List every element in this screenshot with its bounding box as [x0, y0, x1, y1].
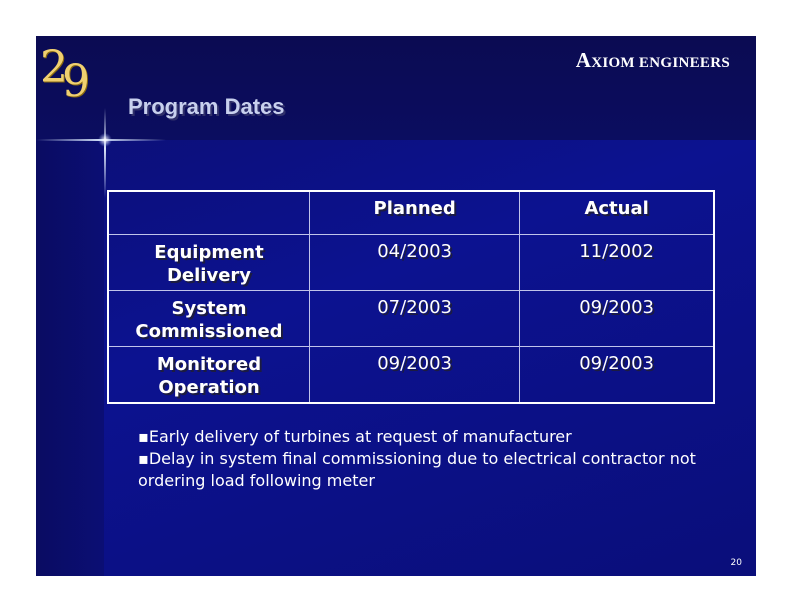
table-row	[108, 347, 714, 404]
table-row	[108, 291, 714, 347]
note-item	[138, 448, 708, 492]
note-item	[138, 426, 708, 448]
table-header-row	[108, 191, 714, 235]
notes-list	[138, 426, 708, 492]
row-label: Monitored Operation	[108, 347, 310, 404]
brand-rest: XIOM ENGINEERS	[591, 55, 730, 71]
slide-number-logo	[40, 38, 84, 107]
left-band	[36, 140, 104, 576]
light-flare-icon	[98, 133, 112, 147]
table-row	[108, 235, 714, 291]
planned-date: 04/2003	[310, 235, 520, 291]
row-label: Equipment Delivery	[108, 235, 310, 291]
actual-date: 09/2003	[520, 291, 714, 347]
table-header-actual: Actual	[520, 191, 714, 235]
table-header-planned: Planned	[310, 191, 520, 235]
planned-date: 07/2003	[310, 291, 520, 347]
bullet-icon: ▪	[138, 449, 149, 468]
logo-digit-9: 9	[62, 56, 84, 107]
slide-title: Program Dates	[128, 94, 285, 119]
actual-date: 09/2003	[520, 347, 714, 404]
bullet-icon: ▪	[138, 427, 149, 446]
logo-digit-2: 2	[40, 42, 62, 93]
table-header-blank	[108, 191, 310, 235]
slide	[36, 36, 756, 576]
page-number: 20	[730, 558, 742, 568]
planned-date: 09/2003	[310, 347, 520, 404]
company-brand	[576, 48, 730, 73]
note-text: Early delivery of turbines at request of manufacturer	[148, 427, 572, 446]
brand-initial: A	[575, 48, 592, 72]
row-label: System Commissioned	[108, 291, 310, 347]
actual-date: 11/2002	[520, 235, 714, 291]
program-dates-table	[107, 190, 715, 404]
light-flare-vertical	[104, 108, 106, 198]
note-text: Delay in system final commissioning due to electrical contractor not ordering load following meter	[138, 449, 696, 490]
